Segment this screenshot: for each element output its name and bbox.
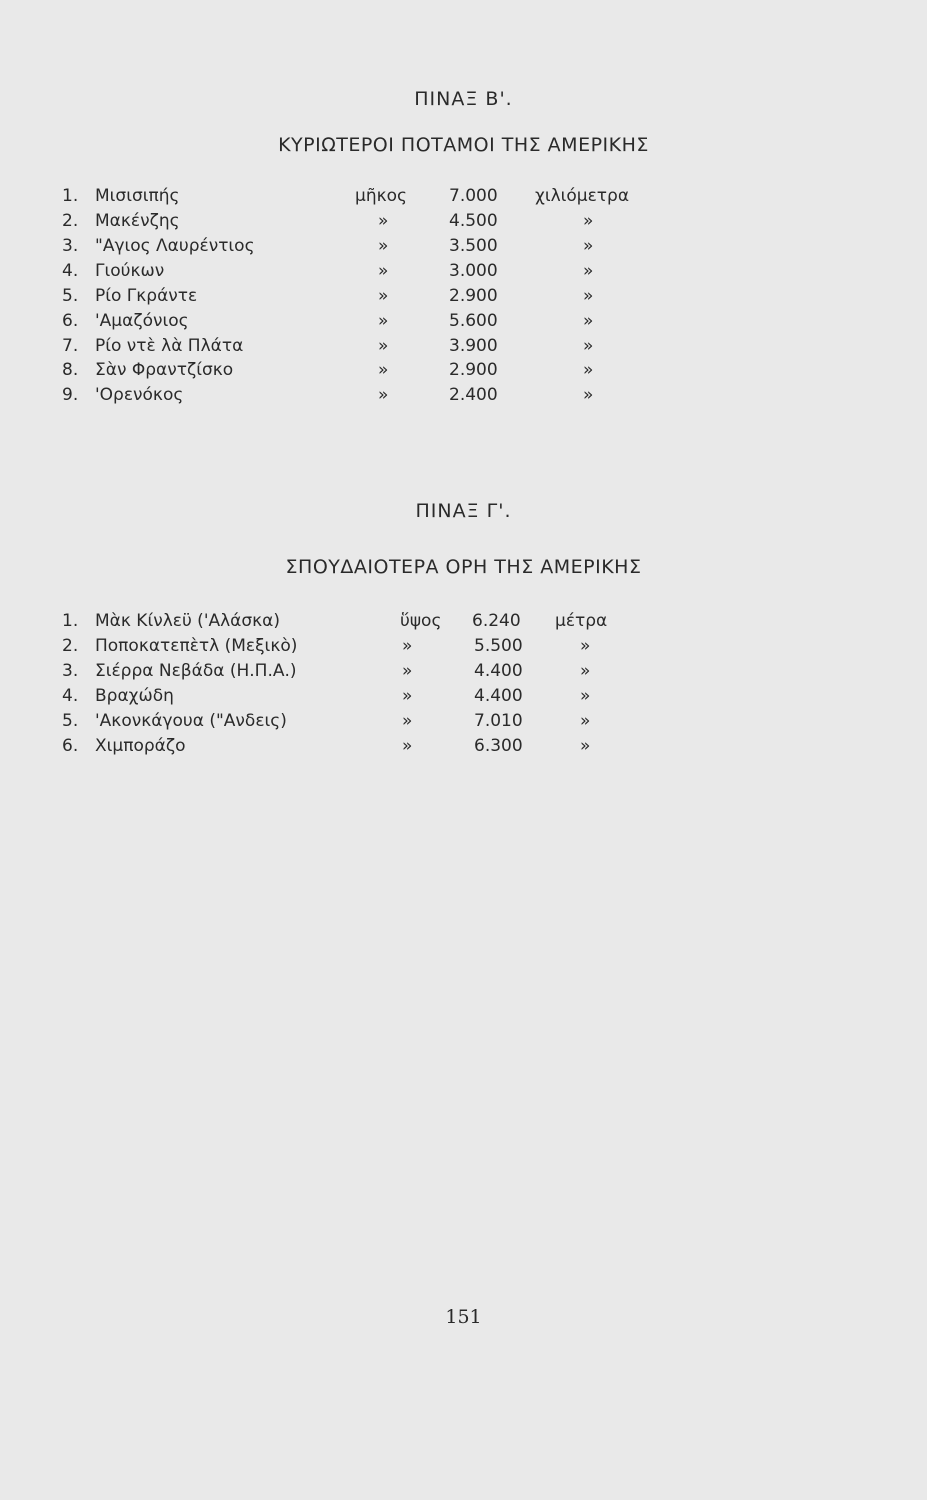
quantity-label: » — [378, 211, 389, 231]
river-name: 'Αμαζόνιος — [95, 311, 189, 331]
unit-label: » — [580, 711, 591, 731]
table-row — [0, 284, 927, 309]
unit-label: » — [580, 636, 591, 656]
table-c-subtitle: ΣΠΟΥΔΑΙΟΤΕΡΑ ΟΡΗ ΤΗΣ ΑΜΕΡΙΚΗΣ — [285, 556, 642, 578]
row-number: 1. — [62, 611, 79, 631]
river-name: Σὰν Φραντζίσκο — [95, 360, 234, 380]
table-row — [0, 684, 927, 709]
unit-label: » — [583, 360, 594, 380]
height-value: 4.400 — [474, 686, 523, 706]
table-row — [0, 734, 927, 759]
table-row — [0, 659, 927, 684]
unit-label: » — [583, 286, 594, 306]
height-value: 6.240 — [472, 611, 521, 631]
row-number: 5. — [62, 286, 79, 306]
unit-label: » — [583, 236, 594, 256]
row-number: 6. — [62, 736, 79, 756]
quantity-label: » — [402, 686, 413, 706]
river-name: Γιούκων — [95, 261, 165, 281]
mountain-name: 'Ακονκάγουα ("Ανδεις) — [95, 711, 287, 731]
table-row — [0, 309, 927, 334]
table-row — [0, 709, 927, 734]
table-row — [0, 383, 927, 408]
unit-label: » — [583, 261, 594, 281]
table-b-title: ΠΙΝΑΞ Β'. — [414, 88, 513, 110]
quantity-label: ὕψος — [400, 611, 442, 631]
row-number: 3. — [62, 236, 79, 256]
length-value: 2.900 — [449, 286, 498, 306]
river-name: Μακένζης — [95, 211, 180, 231]
length-value: 5.600 — [449, 311, 498, 331]
table-row — [0, 259, 927, 284]
unit-label: » — [583, 211, 594, 231]
mountain-name: Χιμποράζο — [95, 736, 186, 756]
length-value: 2.400 — [449, 385, 498, 405]
row-number: 1. — [62, 186, 79, 206]
height-value: 6.300 — [474, 736, 523, 756]
table-row — [0, 634, 927, 659]
mountain-name: Σιέρρα Νεβάδα (Η.Π.Α.) — [95, 661, 297, 681]
quantity-label: » — [402, 736, 413, 756]
length-value: 4.500 — [449, 211, 498, 231]
row-number: 5. — [62, 711, 79, 731]
river-name: Ρίο ντὲ λὰ Πλάτα — [95, 336, 244, 356]
height-value: 7.010 — [474, 711, 523, 731]
table-b-subtitle: ΚΥΡΙΩΤΕΡΟΙ ΠΟΤΑΜΟΙ ΤΗΣ ΑΜΕΡΙΚΗΣ — [278, 134, 649, 156]
unit-label: » — [580, 686, 591, 706]
river-name: "Αγιος Λαυρέντιος — [95, 236, 255, 256]
unit-label: » — [580, 661, 591, 681]
length-value: 7.000 — [449, 186, 498, 206]
unit-label: » — [583, 385, 594, 405]
row-number: 8. — [62, 360, 79, 380]
row-number: 2. — [62, 636, 79, 656]
row-number: 3. — [62, 661, 79, 681]
row-number: 7. — [62, 336, 79, 356]
quantity-label: » — [378, 311, 389, 331]
unit-label: » — [583, 311, 594, 331]
table-row — [0, 334, 927, 359]
row-number: 9. — [62, 385, 79, 405]
quantity-label: » — [378, 236, 389, 256]
quantity-label: μῆκος — [355, 186, 407, 206]
quantity-label: » — [378, 336, 389, 356]
length-value: 3.500 — [449, 236, 498, 256]
table-c-title: ΠΙΝΑΞ Γ'. — [415, 500, 512, 522]
page-number: 151 — [445, 1306, 482, 1328]
river-name: Μισισιπής — [95, 186, 180, 206]
length-value: 3.900 — [449, 336, 498, 356]
unit-label: μέτρα — [555, 611, 608, 631]
length-value: 2.900 — [449, 360, 498, 380]
mountain-name: Ποποκατεπὲτλ (Μεξικὸ) — [95, 636, 298, 656]
mountain-name: Βραχώδη — [95, 686, 174, 706]
row-number: 6. — [62, 311, 79, 331]
quantity-label: » — [378, 385, 389, 405]
table-row — [0, 609, 927, 634]
mountain-name: Μὰκ Κίνλεϋ ('Αλάσκα) — [95, 611, 281, 631]
quantity-label: » — [378, 261, 389, 281]
river-name: Ρίο Γκράντε — [95, 286, 198, 306]
quantity-label: » — [402, 661, 413, 681]
river-name: 'Ορενόκος — [95, 385, 184, 405]
unit-label: » — [580, 736, 591, 756]
row-number: 2. — [62, 211, 79, 231]
table-row — [0, 358, 927, 383]
unit-label: » — [583, 336, 594, 356]
unit-label: χιλιόμετρα — [535, 186, 630, 206]
row-number: 4. — [62, 686, 79, 706]
height-value: 5.500 — [474, 636, 523, 656]
row-number: 4. — [62, 261, 79, 281]
height-value: 4.400 — [474, 661, 523, 681]
table-row — [0, 209, 927, 234]
quantity-label: » — [402, 711, 413, 731]
quantity-label: » — [378, 360, 389, 380]
table-row — [0, 234, 927, 259]
table-row — [0, 184, 927, 209]
quantity-label: » — [378, 286, 389, 306]
length-value: 3.000 — [449, 261, 498, 281]
quantity-label: » — [402, 636, 413, 656]
